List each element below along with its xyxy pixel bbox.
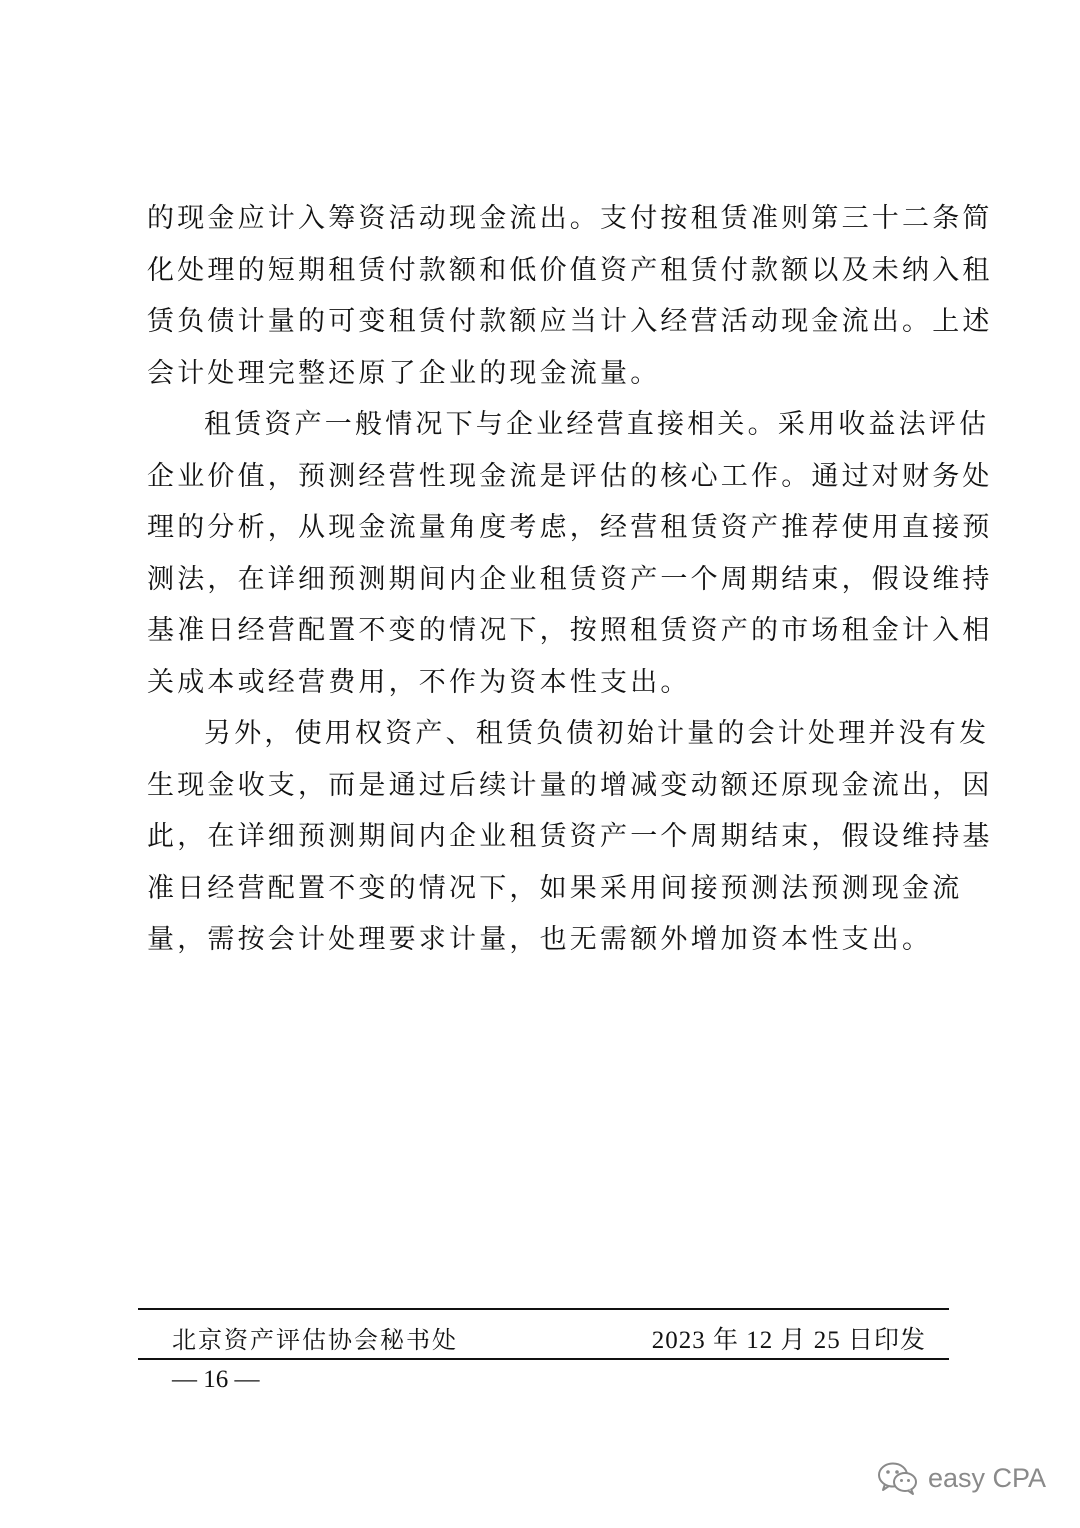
text-line: 的现金应计入筹资活动现金流出。支付按租赁准则第三十二条简 [147, 203, 993, 234]
footer-rule-bottom [138, 1358, 949, 1360]
wechat-icon [876, 1460, 920, 1496]
text-line: 赁负债计量的可变租赁付款额应当计入经营活动现金流出。上述 [147, 306, 993, 337]
text-line: 准日经营配置不变的情况下，如果采用间接预测法预测现金流 [147, 872, 963, 904]
text-line: 理的分析，从现金流量角度考虑，经营租赁资产推荐使用直接预 [147, 512, 993, 543]
text-line: 基准日经营配置不变的情况下，按照租赁资产的市场租金计入相 [147, 615, 993, 646]
paragraph-3 [147, 708, 993, 966]
watermark-text: easy CPA [927, 1462, 1046, 1493]
footer-rule-top [138, 1308, 949, 1310]
text-line: 化处理的短期租赁付款额和低价值资产租赁付款额以及未纳入租 [147, 254, 993, 286]
text-line: 生现金收支，而是通过后续计量的增减变动额还原现金流出，因 [147, 769, 993, 801]
text-line: 关成本或经营费用，不作为资本性支出。 [147, 666, 691, 698]
paragraph-2 [147, 399, 993, 708]
text-line: 会计处理完整还原了企业的现金流量。 [147, 357, 661, 389]
text-line: 租赁资产一般情况下与企业经营直接相关。采用收益法评估 [204, 409, 990, 440]
footer-issue-date: 2023 年 12 月 25 日印发 [651, 1327, 926, 1354]
text-line: 量，需按会计处理要求计量，也无需额外增加资本性支出。 [147, 924, 933, 955]
footer-issuer: 北京资产评估协会秘书处 [172, 1326, 458, 1354]
page-number: — 16 — [172, 1366, 260, 1393]
body-text [147, 193, 993, 966]
text-line: 另外，使用权资产、租赁负债初始计量的会计处理并没有发 [204, 718, 990, 749]
text-line: 测法，在详细预测期间内企业租赁资产一个周期结束，假设维持 [147, 563, 993, 595]
paragraph-1 [147, 193, 993, 399]
watermark [876, 1460, 1046, 1496]
text-line: 企业价值，预测经营性现金流是评估的核心工作。通过对财务处 [147, 460, 993, 492]
text-line: 此，在详细预测期间内企业租赁资产一个周期结束，假设维持基 [147, 821, 993, 852]
